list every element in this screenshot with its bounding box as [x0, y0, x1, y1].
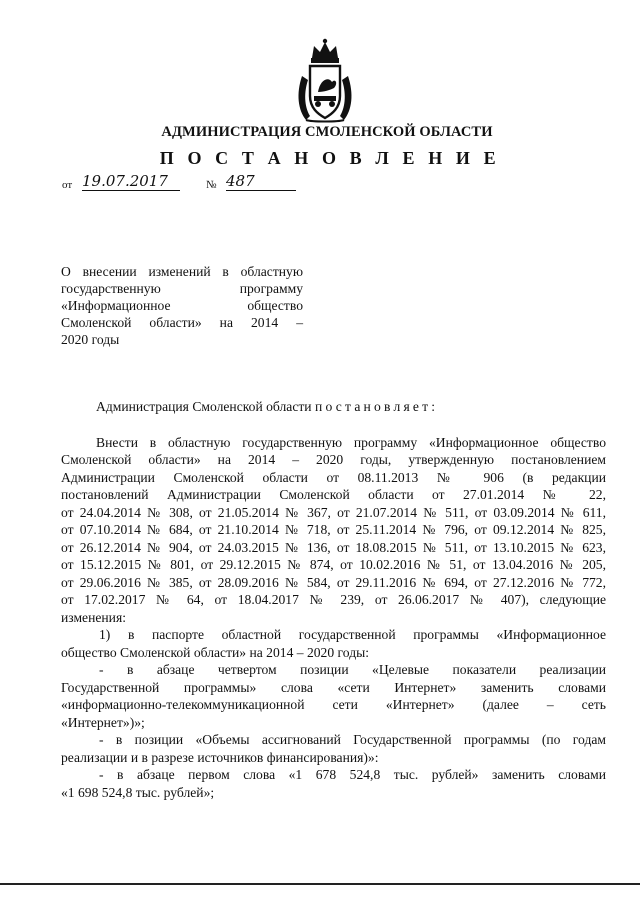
preamble-prefix: Администрация Смоленской области	[96, 399, 315, 414]
body-text	[61, 398, 606, 801]
body-line: «информационно-телекоммуникационной сети «Интернет» (далее – сеть	[61, 697, 606, 712]
page-bottom-rule	[0, 883, 640, 885]
body-line: Смоленской области» на 2014 – 2020 годы, утвержденную постановлением	[61, 452, 606, 467]
body-line: постановлений Администрации Смоленской области от 27.01.2014 № 22,	[61, 487, 606, 502]
body-line: - в абзаце четвертом позиции «Целевые показатели реализации	[99, 662, 606, 677]
body-line: общество Смоленской области» на 2014 – 2020 годы:	[61, 644, 370, 660]
subject-line: государственную программу	[61, 281, 303, 296]
body-line: «Интернет»)»;	[61, 714, 145, 730]
body-line: Внести в областную государственную программу «Информационное общество	[96, 434, 606, 450]
coat-of-arms-emblem	[292, 36, 358, 124]
document-type-title: П О С Т А Н О В Л Е Н И Е	[159, 148, 501, 168]
subject-line: Смоленской области» на 2014 –	[61, 315, 303, 330]
subject-block	[61, 263, 303, 348]
body-line: - в абзаце первом слова «1 678 524,8 тыс. рублей» заменить словами	[99, 767, 606, 782]
preamble-verb: постановляет:	[314, 399, 439, 414]
body-line: от 29.06.2016 № 385, от 28.09.2016 № 584, от 29.11.2016 № 694, от 27.12.2016 № 772,	[61, 574, 606, 590]
body-line: Государственной программы» слова «сети Интернет» заменить словами	[61, 679, 606, 695]
body-line: - в позиции «Объемы ассигнований Государственной программы (по годам	[99, 732, 606, 747]
body-line: от 24.04.2014 № 308, от 21.05.2014 № 367, от 21.07.2014 № 511, от 03.09.2014 № 611,	[61, 504, 606, 520]
date-value: 19.07.2017	[82, 172, 180, 191]
number-value: 487	[226, 172, 296, 191]
subject-line: 2020 годы	[61, 332, 120, 347]
body-line: «1 698 524,8 тыс. рублей»;	[61, 784, 215, 800]
date-label: от	[62, 179, 73, 191]
body-line: от 15.12.2015 № 801, от 29.12.2015 № 874, от 10.02.2016 № 51, от 13.04.2016 № 205,	[61, 557, 606, 572]
body-line: от 26.12.2014 № 904, от 24.03.2015 № 136, от 18.08.2015 № 511, от 13.10.2015 № 623,	[61, 539, 606, 555]
subject-line: О внесении изменений в областную	[61, 264, 303, 279]
body-line: реализации и в разрезе источников финансирования)»:	[61, 749, 379, 765]
body-line: Администрации Смоленской области от 08.11.2013 № 906 (в редакции	[61, 469, 606, 485]
number-label: №	[206, 179, 217, 191]
body-line: от 07.10.2014 № 684, от 21.10.2014 № 718, от 25.11.2014 № 796, от 09.12.2014 № 825,	[61, 522, 606, 537]
preamble	[61, 398, 606, 416]
body-line: 1) в паспорте областной государственной программы «Информационное	[99, 627, 606, 642]
body-line: от 17.02.2017 № 64, от 18.04.2017 № 239, от 26.06.2017 № 407), следующие	[61, 592, 606, 607]
body-line: изменения:	[61, 609, 126, 625]
subject-line: «Информационное общество	[61, 298, 303, 313]
organization-name: АДМИНИСТРАЦИЯ СМОЛЕНСКОЙ ОБЛАСТИ	[161, 124, 493, 140]
